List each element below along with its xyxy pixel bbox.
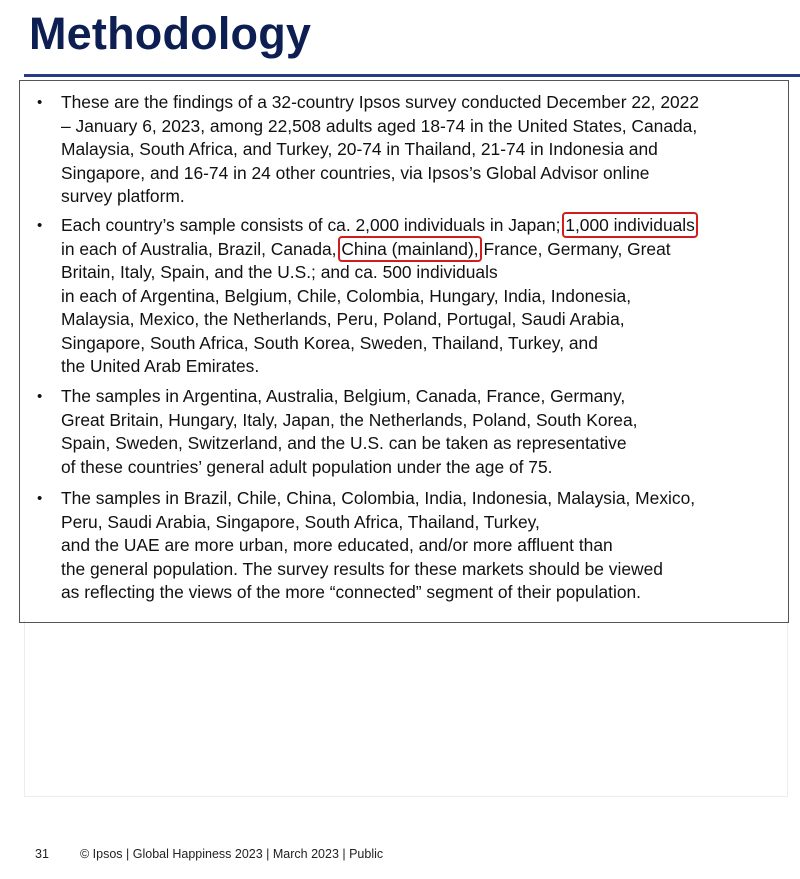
text-line: Malaysia, South Africa, and Turkey, 20-74 in Thailand, 21-74 in Indonesia and [61,139,658,159]
text-line: Great Britain, Hungary, Italy, Japan, the Netherlands, Poland, South Korea, [61,409,638,430]
bullet-dot: • [37,388,43,405]
bullet-text [61,487,776,605]
text-line: The samples in Brazil, Chile, China, Colombia, India, Indonesia, Malaysia, Mexico, [61,488,696,508]
methodology-text-box [19,80,789,623]
text-line [61,238,776,262]
text-segment: France, Germany, Great [478,238,671,259]
bullet-text [61,214,776,379]
bullet-dot: • [37,490,43,507]
text-line [61,214,776,238]
text-line: The samples in Argentina, Australia, Belgium, Canada, France, Germany, [61,386,626,406]
text-line: Singapore, South Africa, South Korea, Sweden, Thailand, Turkey, and [61,332,598,353]
page-title: Methodology [29,8,312,59]
title-underline [24,74,800,77]
text-line: and the UAE are more urban, more educated, and/or more affluent than [61,535,613,555]
bullet-text [61,385,776,479]
text-line: Malaysia, Mexico, the Netherlands, Peru, Poland, Portugal, Saudi Arabia, [61,309,625,329]
text-segment: Each country’s sample consists of ca. 2,000 individuals in Japan; [61,215,566,235]
text-line: of these countries’ general adult population under the age of 75. [61,456,553,477]
highlight-box-china-mainland: China (mainland), [341,238,479,259]
highlight-box-1000-individuals: 1,000 individuals [565,215,695,235]
footer-copyright: © Ipsos | Global Happiness 2023 | March 2023 | Public [80,847,384,861]
text-line: Singapore, and 16-74 in 24 other countries, via Ipsos’s Global Advisor online [61,162,650,183]
text-line: survey platform. [61,186,185,206]
text-line: as reflecting the views of the more “connected” segment of their population. [61,582,642,602]
text-segment: in each of Australia, Brazil, Canada, [61,238,342,259]
bullet-dot: • [37,94,43,111]
text-line: Britain, Italy, Spain, and the U.S.; and ca. 500 individuals [61,262,498,282]
bullet-dot: • [37,217,43,234]
text-line: Spain, Sweden, Switzerland, and the U.S. can be taken as representative [61,433,627,453]
text-line: the general population. The survey results for these markets should be viewed [61,558,663,579]
text-line: These are the findings of a 32-country Ipsos survey conducted December 22, 2022 [61,92,700,112]
text-line: Peru, Saudi Arabia, Singapore, South Africa, Thailand, Turkey, [61,511,540,532]
empty-placeholder-frame [24,620,788,797]
text-line: the United Arab Emirates. [61,356,260,376]
footer-page-number: 31 [35,847,49,861]
text-line: in each of Argentina, Belgium, Chile, Colombia, Hungary, India, Indonesia, [61,285,632,306]
text-line: – January 6, 2023, among 22,508 adults aged 18-74 in the United States, Canada, [61,115,698,136]
bullet-text [61,91,776,209]
